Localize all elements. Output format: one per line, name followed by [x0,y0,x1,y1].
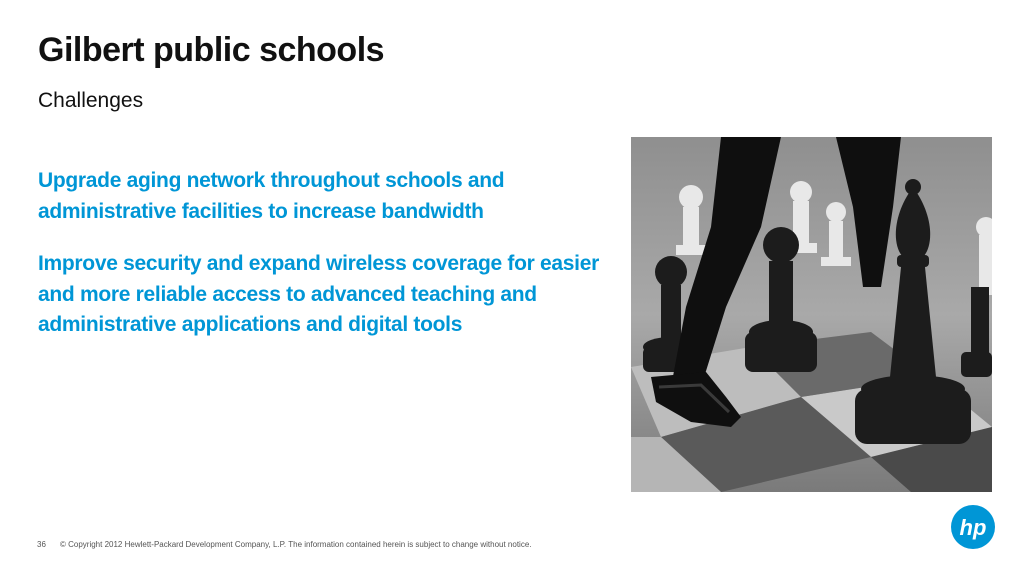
slide-title: Gilbert public schools [38,31,385,69]
page-number: 36 [37,540,46,549]
chess-photo [631,137,992,492]
hp-logo-icon [950,504,996,550]
slide-subtitle: Challenges [38,89,144,112]
hp-logo-text: hp [959,515,987,540]
bullet-item: Upgrade aging network throughout schools and administrative facilities to increase bandwidth [38,169,505,223]
bullet-list [38,166,608,363]
bullet-item: Improve security and expand wireless coverage for easier and more reliable access to advanced teaching and administrative applications and digital tools [38,252,599,336]
copyright-notice: © Copyright 2012 Hewlett-Packard Development Company, L.P. The information contained herein is subject to change without notice. [60,540,532,549]
